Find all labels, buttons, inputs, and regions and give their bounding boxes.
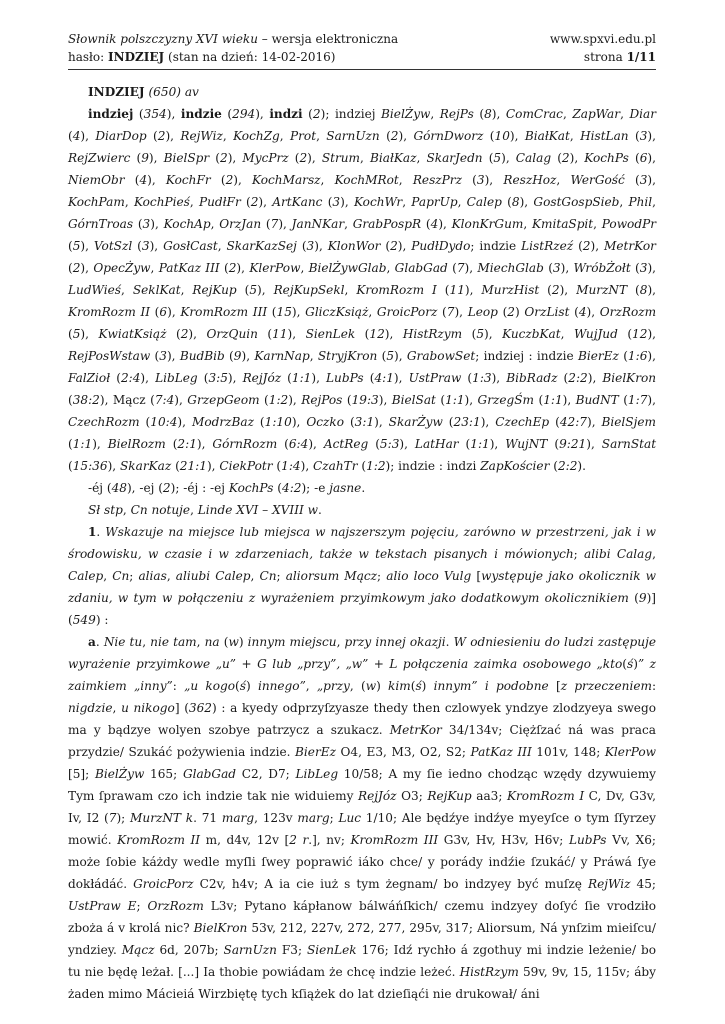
headword: INDZIEJ — [88, 85, 145, 99]
dictionary-name: Słownik polszczyzny XVI wieku — [68, 32, 258, 46]
page-header — [68, 30, 656, 70]
header-divider — [68, 69, 656, 70]
page-counter — [584, 48, 656, 66]
headword-count: (650) av — [144, 85, 199, 99]
edition-label: wersja elektroniczna — [271, 32, 399, 46]
entry-state-date: (stan na dzień: 14-02-2016) — [164, 50, 336, 64]
header-row-1 — [68, 30, 656, 48]
entry-headword: INDZIEJ — [108, 50, 165, 64]
entry-body — [68, 81, 656, 1005]
website-link[interactable]: www.spxvi.edu.pl — [549, 32, 656, 46]
page-label: strona — [583, 50, 627, 64]
dictionary-title — [68, 30, 398, 48]
endings-paragraph: -éj (48), -ej (2); -éj : -ej KochPs (4:2); -e jasne. — [88, 481, 366, 495]
entry-info — [68, 48, 335, 66]
forms-paragraph: indziej (354), indzie (294), indzi (2); indziej BielŻyw, RejPs (8), ComCrac, ZapWar, Diar (4), DiarDop (2), RejWiz, KochZg, Prot, SarnUzn (2), GórnDworz (10), BiałKat, HistLan (3), RejZwierc (9), BielSpr (2), MycPrz (2), Strum, BiałKaz, SkarJedn (5), Calag (2), KochPs (6), NiemObr (4), KochFr (2), KochMarsz, KochMRot, ReszPrz (3), ReszHoz, WerGość (3), KochPam, KochPieś, PudłFr (2), ArtKanc (3), KochWr, PaprUp, Calep (8), GostGospSieb, Phil, GórnTroas (3), KochAp, OrzJan (7), JanNKar, GrabPospR (4), KlonKrGum, KmitaSpit, PowodPr (5), VotSzl (3), GosłCast, SkarKazSej (3), KlonWor (2), PudłDydo; indzie ListRzeź (2), MetrKor (2), OpecŻyw, PatKaz III (2), KlerPow, BielŻywGlab, GlabGad (7), MiechGlab (3), WróbŻołt (3), LudWieś, SeklKat, RejKup (5), RejKupSekl, KromRozm I (11), MurzHist (2), MurzNT (8), KromRozm II (6), KromRozm III (15), GliczKsiąż, GroicPorz (7), Leop (2) OrzList (4), OrzRozm (5), KwiatKsiąż (2), OrzQuin (11), SienLek (12), HistRzym (5), KuczbKat, WujJud (12), RejPosWstaw (3), BudBib (9), KarnNap, StryjKron (5), GrabowSet; indziej : indzie BierEz (1:6), FalZioł (2:4), LibLeg (3:5), RejJóz (1:1), LubPs (4:1), UstPraw (1:3), BibRadz (2:2), BielKron (38:2), Mącz (7:4), GrzepGeom (1:2), RejPos (19:3), BielSat (1:1), GrzegŚm (1:1), BudNT (1:7), CzechRozm (10:4), ModrzBaz (1:10), Oczko (3:1), SkarŻyw (23:1), CzechEp (42:7), BielSjem (1:1), BielRozm (2:1), GórnRozm (6:4), ActReg (5:3), LatHar (1:1), WujNT (9:21), SarnStat (15:36), SkarKaz (21:1), CiekPotr (1:4), CzahTr (1:2); indzie : indzi ZapKościer (2:2). — [68, 107, 657, 473]
title-separator: – — [257, 32, 272, 46]
entry-heading — [68, 81, 656, 103]
sources-paragraph: Sł stp, Cn notuje, Linde XVI – XVIII w. — [88, 503, 322, 517]
entry-label: hasło: — [68, 50, 109, 64]
sense-1-definition: 1. Wskazuje na miejsce lub miejsca w najszerszym pojęciu, zarówno w przestrzeni, jak i w środowisku, w czasie i w zdarzeniach, także w tekstach pisanych i mówionych; alibi Calag, Calep, Cn; alias, aliubi Calep, Cn; aliorsum Mącz; alio loco Vulg [występuje jako okolicznik w zdaniu, w tym w połączeniu z wyrażeniem przyimkowym jako dodatkowym okolicznikiem (9)] (549) : — [68, 525, 657, 627]
header-row-2 — [68, 48, 656, 66]
sense-1a-definition: a. Nie tu, nie tam, na (w) innym miejscu, przy innej okazji. W odniesieniu do ludzi zastępuje wyrażenie przyimkowe „u” + G lub „przy”, „w” + L połączenia zaimka osobowego „kto(ś)” z zaimkiem „inny”: „u kogo(ś) innego”, „przy, (w) kim(ś) innym” i podobne [z przeczeniem: nigdzie, u nikogo] (362) : a kyedy odprzyſzyasze thedy then czlowyek yndzye zlodzyeya swego ma y bądzye wolyen szobye patrzycz a szukacz. MetrKor 34/134v; Ciężſzać ná was praca przydzie/ Szukáć pożywienia indzie. BierEz O4, E3, M3, O2, S2; PatKaz III 101v, 148; KlerPow [5]; BielŻyw 165; GlabGad C2, D7; LibLeg 10/58; A my ſie iedno chodząc wzędy dzywuiemy Tym ſprawam czo ich indzie tak nie widuiemy RejJóz O3; RejKup aa3; KromRozm I C, Dv, G3v, Iv, I2 (7); MurzNT k. 71 marg, 123v marg; Luc 1/10; Ale będźye indźye myeyſce o tym ſſyrzey mowić. KromRozm II m, d4v, 12v [2 r.], nv; KromRozm III G3v, Hv, H3v, H6v; LubPs Vv, X6; może ſobie káżdy wedle myſli ſwey poprawić iáko chce/ y porády indźie ſzukáć/ y Práwá ſye dokłádáć. GroicPorz C2v, h4v; A ia cie iuż s tym żegnam/ bo indzyey być muſzę RejWiz 45; UstPraw E; OrzRozm L3v; Pytano kápłanow bálwáńſkich/ czemu indzyey doſyć ſie vrodziło zboża á v krolá nic? BielKron 53v, 212, 227v, 272, 277, 295v, 317; Aliorsum, Ná ynſzim mieiſcu/ yndziey. Mącz 6d, 207b; SarnUzn F3; SienLek 176; Idź rychło á zgothuy mi indzie leżenie/ bo tu nie będę leżał. [...] Ia thobie powiádam że chcę indzie leżeć. HistRzym 59v, 9v, 15, 115v; áby żaden mimo Mácieiá Wirzbiętę tych kſiążek do lat dzieſiąći nie drukował/ áni — [68, 635, 657, 1001]
page-number: 1/11 — [626, 50, 656, 64]
